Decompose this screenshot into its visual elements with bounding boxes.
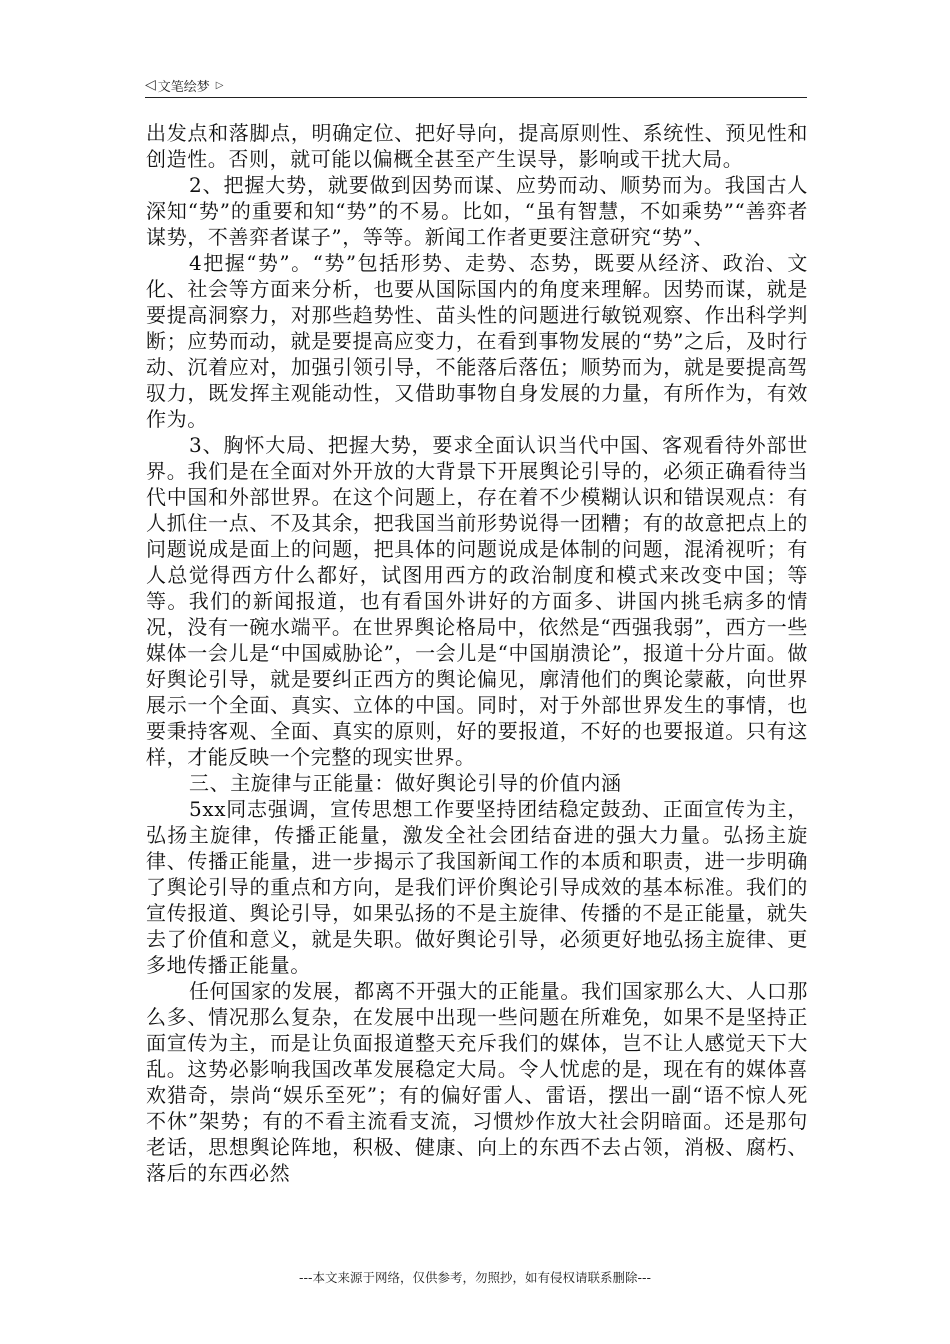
header-title: 文笔绘梦 [157, 79, 210, 95]
triangle-left-icon: ◁ [145, 77, 156, 93]
triangle-right-icon: ▷ [215, 79, 224, 91]
paragraph: 任何国家的发展，都离不开强大的正能量。我们国家那么大、人口那么多、情况那么复杂，在发展中出现一些问题在所难免，如果不是坚持正面宣传为主，而是让负面报道整天充斥我们的媒体，岂不让人感觉天下大乱。这势必影响我国改革发展稳定大局。令人忧虑的是，现在有的媒体喜欢猎奇，崇尚“娱乐至死”；有的偏好雷人、雷语，摆出一副“语不惊人死不休”架势；有的不看主流看支流，习惯炒作放大社会阴暗面。还是那句老话，思想舆论阵地，积极、健康、向上的东西不去占领，消极、腐朽、落后的东西必然 [146, 979, 808, 1185]
header-divider [145, 97, 807, 98]
paragraph: 出发点和落脚点，明确定位、把好导向，提高原则性、系统性、预见性和创造性。否则，就可能以偏概全甚至产生误导，影响或干扰大局。 [146, 121, 808, 171]
document-body [146, 120, 808, 1186]
paragraph: 3、胸怀大局、把握大势，要求全面认识当代中国、客观看待外部世界。我们是在全面对外开放的大背景下开展舆论引导的，必须正确看待当代中国和外部世界。在这个问题上，存在着不少模糊认识和错误观点：有人抓住一点、不及其余，把我国当前形势说得一团糟；有的故意把点上的问题说成是面上的问题，把具体的问题说成是体制的问题，混淆视听；有人总觉得西方什么都好，试图用西方的政治制度和模式来改变中国；等等。我们的新闻报道，也有看国外讲好的方面多、讲国内挑毛病多的情况，没有一碗水端平。在世界舆论格局中，依然是“西强我弱”，西方一些媒体一会儿是“中国威胁论”，一会儿是“中国崩溃论”，报道十分片面。做好舆论引导，就是要纠正西方的舆论偏见，廓清他们的舆论蒙蔽，向世界展示一个全面、真实、立体的中国。同时，对于外部世界发生的事情，也要秉持客观、全面、真实的原则，好的要报道，不好的也要报道。只有这样，才能反映一个完整的现实世界。 [146, 433, 808, 769]
paragraph: 2、把握大势，就要做到因势而谋、应势而动、顺势而为。我国古人深知“势”的重要和知“势”的不易。比如，“虽有智慧，不如乘势”“善弈者谋势，不善弈者谋子”，等等。新闻工作者更要注意研究“势”、 [146, 173, 808, 249]
paragraph: 5xx同志强调，宣传思想工作要坚持团结稳定鼓劲、正面宣传为主，弘扬主旋律，传播正能量，激发全社会团结奋进的强大力量。弘扬主旋律、传播正能量，进一步揭示了我国新闻工作的本质和职责，进一步明确了舆论引导的重点和方向，是我们评价舆论引导成效的基本标准。我们的宣传报道、舆论引导，如果弘扬的不是主旋律、传播的不是正能量，就失去了价值和意义，就是失职。做好舆论引导，必须更好地弘扬主旋律、更多地传播正能量。 [146, 797, 808, 977]
page-header [145, 74, 807, 96]
paragraph: 4把握“势”。“势”包括形势、走势、态势，既要从经济、政治、文化、社会等方面来分析，也要从国际国内的角度来理解。因势而谋，就是要提高洞察力，对那些趋势性、苗头性的问题进行敏锐观察、作出科学判断；应势而动，就是要提高应变力，在看到事物发展的“势”之后，及时行动、沉着应对，加强引领引导，不能落后落伍；顺势而为，就是要提高驾驭力，既发挥主观能动性，又借助事物自身发展的力量，有所作为，有效作为。 [146, 251, 808, 431]
section-heading: 三、主旋律与正能量：做好舆论引导的价值内涵 [189, 771, 622, 795]
page-footer: ---本文来源于网络，仅供参考，勿照抄，如有侵权请联系删除--- [298, 1270, 652, 1285]
